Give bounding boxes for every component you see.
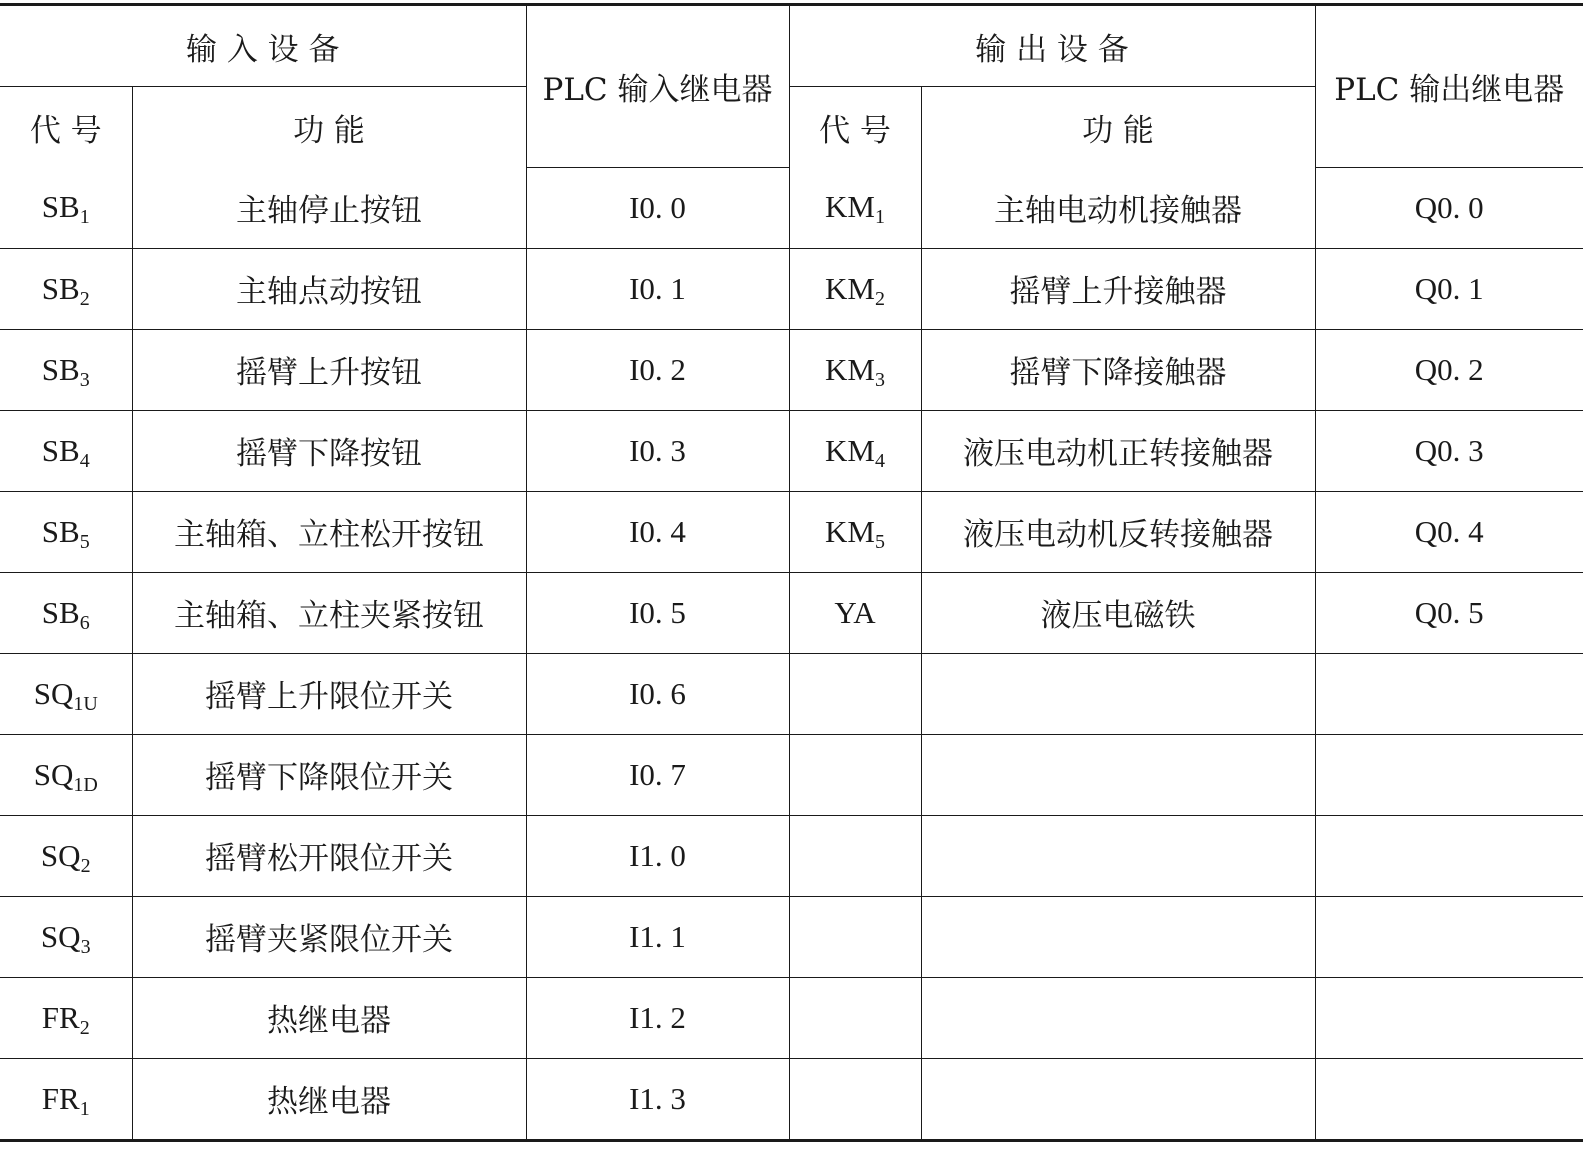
input-function-cell: 摇臂上升按钮 [132, 329, 526, 410]
input-address-cell: I0. 1 [526, 248, 789, 329]
input-address-cell: I0. 4 [526, 491, 789, 572]
output-address-cell [1315, 815, 1583, 896]
input-address-cell: I0. 0 [526, 167, 789, 248]
output-code-cell [789, 572, 921, 653]
output-function-cell: 摇臂下降接触器 [921, 329, 1315, 410]
device-code-subscript: 3 [874, 368, 885, 391]
input-function-cell: 热继电器 [132, 977, 526, 1058]
table-row [0, 491, 1583, 572]
input-code-cell [0, 248, 132, 329]
input-function-cell: 热继电器 [132, 1058, 526, 1140]
table-row [0, 572, 1583, 653]
output-code-cell [789, 167, 921, 248]
input-address-cell: I1. 1 [526, 896, 789, 977]
output-code-cell [789, 815, 921, 896]
device-code: KM [825, 270, 875, 306]
device-code-subscript: 1D [73, 773, 98, 796]
device-code: SB [41, 189, 80, 225]
plc-output-relay-header: PLC 输出继电器 [1315, 5, 1583, 168]
input-code-cell [0, 572, 132, 653]
input-function-cell: 摇臂下降按钮 [132, 410, 526, 491]
table-row [0, 977, 1583, 1058]
device-code-subscript: 2 [79, 1016, 90, 1039]
input-function-header: 功 能 [132, 87, 526, 168]
device-code-subscript: 4 [79, 449, 90, 472]
output-code-cell [789, 410, 921, 491]
output-address-cell [1315, 977, 1583, 1058]
table-row [0, 896, 1583, 977]
table-row [0, 1058, 1583, 1140]
input-code-cell [0, 410, 132, 491]
device-code: SB [41, 513, 80, 549]
input-address-cell: I0. 3 [526, 410, 789, 491]
output-address-cell [1315, 734, 1583, 815]
output-devices-header: 输 出 设 备 [789, 5, 1315, 87]
device-code-subscript: 5 [874, 530, 885, 553]
input-function-cell: 摇臂夹紧限位开关 [132, 896, 526, 977]
output-code-cell [789, 329, 921, 410]
output-function-cell: 液压电动机正转接触器 [921, 410, 1315, 491]
device-code: SQ [40, 837, 81, 873]
input-code-cell [0, 653, 132, 734]
input-function-cell: 主轴停止按钮 [132, 167, 526, 248]
output-code-cell [789, 491, 921, 572]
output-function-cell [921, 653, 1315, 734]
output-address-cell: Q0. 5 [1315, 572, 1583, 653]
output-function-cell [921, 977, 1315, 1058]
device-code: FR [41, 999, 80, 1035]
input-function-cell: 摇臂下降限位开关 [132, 734, 526, 815]
input-code-cell [0, 167, 132, 248]
device-code: SB [41, 432, 80, 468]
device-code-subscript: 3 [79, 368, 90, 391]
input-address-cell: I1. 3 [526, 1058, 789, 1140]
input-function-cell: 主轴箱、立柱夹紧按钮 [132, 572, 526, 653]
device-code-subscript: 3 [80, 935, 91, 958]
input-code-cell [0, 329, 132, 410]
output-function-cell: 主轴电动机接触器 [921, 167, 1315, 248]
device-code-subscript: 1 [874, 206, 885, 229]
device-code: SQ [33, 675, 74, 711]
device-code: KM [825, 351, 875, 387]
device-code-subscript: 1 [79, 206, 90, 229]
device-code: SB [41, 594, 80, 630]
input-code-cell [0, 1058, 132, 1140]
output-address-cell [1315, 653, 1583, 734]
device-code-subscript: 5 [79, 530, 90, 553]
input-code-cell [0, 977, 132, 1058]
input-code-header: 代 号 [0, 87, 132, 168]
table-row [0, 167, 1583, 248]
output-address-cell: Q0. 0 [1315, 167, 1583, 248]
output-function-cell [921, 1058, 1315, 1140]
output-code-cell [789, 1058, 921, 1140]
output-address-cell: Q0. 2 [1315, 329, 1583, 410]
table-row [0, 653, 1583, 734]
device-code-subscript: 2 [874, 287, 885, 310]
table-row [0, 329, 1583, 410]
input-address-cell: I0. 6 [526, 653, 789, 734]
output-code-cell [789, 977, 921, 1058]
device-code: KM [825, 189, 875, 225]
input-function-cell: 主轴点动按钮 [132, 248, 526, 329]
device-code-subscript: 1U [73, 692, 98, 715]
device-code: FR [41, 1080, 80, 1116]
table-row [0, 734, 1583, 815]
output-function-header: 功 能 [921, 87, 1315, 168]
device-code: SB [41, 270, 80, 306]
output-code-cell [789, 248, 921, 329]
table-row [0, 815, 1583, 896]
output-function-cell [921, 734, 1315, 815]
device-code-subscript: 4 [874, 449, 885, 472]
input-devices-header: 输 入 设 备 [0, 5, 526, 87]
device-code: SQ [33, 756, 74, 792]
output-address-cell: Q0. 4 [1315, 491, 1583, 572]
input-address-cell: I1. 2 [526, 977, 789, 1058]
io-assignment-table [0, 3, 1583, 1142]
device-code: KM [825, 513, 875, 549]
device-code: KM [825, 432, 875, 468]
device-code: SB [41, 351, 80, 387]
device-code: SQ [40, 918, 81, 954]
input-address-cell: I1. 0 [526, 815, 789, 896]
output-code-cell [789, 653, 921, 734]
input-code-cell [0, 815, 132, 896]
device-code-subscript: 1 [79, 1097, 90, 1120]
table-row [0, 248, 1583, 329]
output-code-header: 代 号 [789, 87, 921, 168]
plc-input-relay-header: PLC 输入继电器 [526, 5, 789, 168]
input-code-cell [0, 896, 132, 977]
output-function-cell: 摇臂上升接触器 [921, 248, 1315, 329]
input-function-cell: 主轴箱、立柱松开按钮 [132, 491, 526, 572]
device-code: YA [834, 594, 876, 630]
input-function-cell: 摇臂上升限位开关 [132, 653, 526, 734]
output-code-cell [789, 734, 921, 815]
output-code-cell [789, 896, 921, 977]
table-row [0, 410, 1583, 491]
output-function-cell: 液压电动机反转接触器 [921, 491, 1315, 572]
output-address-cell [1315, 1058, 1583, 1140]
device-code-subscript: 2 [80, 854, 91, 877]
output-address-cell: Q0. 3 [1315, 410, 1583, 491]
input-address-cell: I0. 5 [526, 572, 789, 653]
device-code-subscript: 2 [79, 287, 90, 310]
input-code-cell [0, 491, 132, 572]
output-function-cell: 液压电磁铁 [921, 572, 1315, 653]
output-function-cell [921, 896, 1315, 977]
input-function-cell: 摇臂松开限位开关 [132, 815, 526, 896]
output-address-cell [1315, 896, 1583, 977]
output-address-cell: Q0. 1 [1315, 248, 1583, 329]
input-address-cell: I0. 7 [526, 734, 789, 815]
header-row-groups [0, 5, 1583, 87]
input-code-cell [0, 734, 132, 815]
output-function-cell [921, 815, 1315, 896]
device-code-subscript: 6 [79, 611, 90, 634]
input-address-cell: I0. 2 [526, 329, 789, 410]
